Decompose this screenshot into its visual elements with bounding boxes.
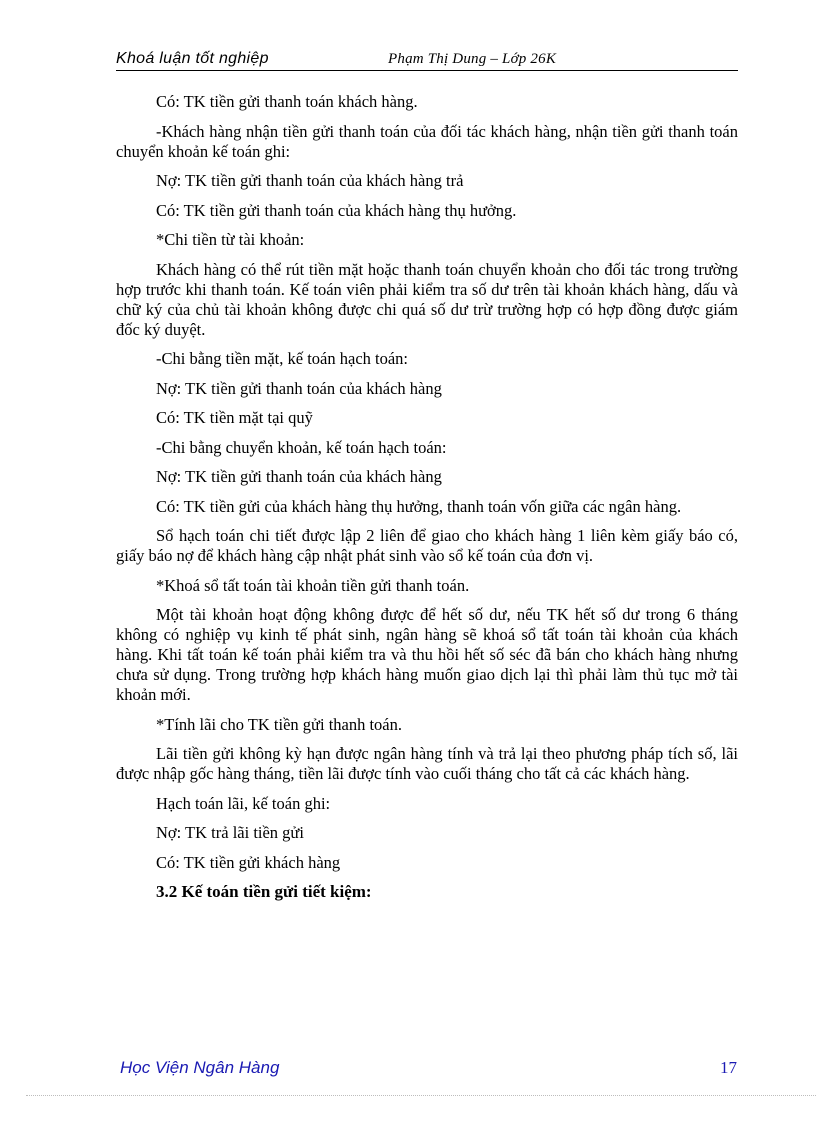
paragraph: Có: TK tiền gửi thanh toán khách hàng. [156, 92, 418, 111]
footer-divider [26, 1095, 816, 1096]
header-thesis-title: Khoá luận tốt nghiệp [116, 50, 269, 67]
page-header [116, 50, 738, 71]
page-number: 17 [720, 1058, 737, 1077]
paragraph: -Chi bằng tiền mặt, kế toán hạch toán: [156, 349, 409, 368]
paragraph: Có: TK tiền gửi khách hàng [156, 852, 341, 872]
paragraph: Một tài khoản hoạt động không được để hết số dư, nếu TK hết số dư trong 6 tháng không có nghiệp vụ kinh tế phát sinh, ngân hàng sẽ khoá sổ tất toán tài khoản của khách hàng. Khi tất toán kế toán phải kiểm tra và thu hồi hết số séc đã bán cho khách hàng nhưng chưa sử dụng. Trong trường hợp khách hàng muốn giao dịch lại thì phải làm thủ tục mở tài khoản mới. [116, 605, 738, 704]
paragraph: Nợ: TK tiền gửi thanh toán của khách hàng trả [156, 171, 464, 190]
paragraph: -Chi bằng chuyển khoản, kế toán hạch toán: [156, 437, 447, 457]
paragraph: -Khách hàng nhận tiền gửi thanh toán của đối tác khách hàng, nhận tiền gửi thanh toán chuyển khoản kế toán ghi: [116, 121, 738, 161]
paragraph: *Khoá sổ tất toán tài khoản tiền gửi thanh toán. [156, 575, 470, 595]
paragraph: Có: TK tiền gửi của khách hàng thụ hưởng, thanh toán vốn giữa các ngân hàng. [156, 496, 682, 516]
document-body [116, 92, 738, 912]
paragraph: *Tính lãi cho TK tiền gửi thanh toán. [156, 714, 403, 734]
paragraph: Có: TK tiền mặt tại quỹ [156, 408, 313, 427]
paragraph: Lãi tiền gửi không kỳ hạn được ngân hàng tính và trả lại theo phương pháp tích số, lãi được nhập gốc hàng tháng, tiền lãi được tính vào cuối tháng cho tất cả các khách hàng. [116, 744, 738, 783]
paragraph: Sổ hạch toán chi tiết được lập 2 liên để giao cho khách hàng 1 liên kèm giấy báo có, giấy báo nợ để khách hàng cập nhật phát sinh vào sổ kế toán của đơn vị. [116, 526, 738, 565]
paragraph: Nợ: TK tiền gửi thanh toán của khách hàng [156, 378, 442, 398]
paragraph: Nợ: TK trả lãi tiền gửi [156, 823, 304, 842]
footer-institution: Học Viện Ngân Hàng [120, 1058, 280, 1077]
paragraph: Nợ: TK tiền gửi thanh toán của khách hàng [156, 467, 442, 486]
header-author: Phạm Thị Dung – Lớp 26K [388, 51, 557, 67]
section-heading: 3.2 Kế toán tiền gửi tiết kiệm: [156, 882, 372, 901]
paragraph: Có: TK tiền gửi thanh toán của khách hàng thụ hưởng. [156, 200, 517, 220]
paragraph: Khách hàng có thể rút tiền mặt hoặc thanh toán chuyển khoản cho đối tác trong trường hợp trước khi thanh toán. Kế toán viên phải kiểm tra số dư trên tài khoản khách hàng, dấu và chữ ký của chủ tài khoản không được chi quá số dư trừ trường hợp có hợp đồng được giám đốc ký duyệt. [116, 259, 738, 339]
paragraph: *Chi tiền từ tài khoản: [156, 230, 305, 249]
paragraph: Hạch toán lãi, kế toán ghi: [156, 793, 331, 813]
